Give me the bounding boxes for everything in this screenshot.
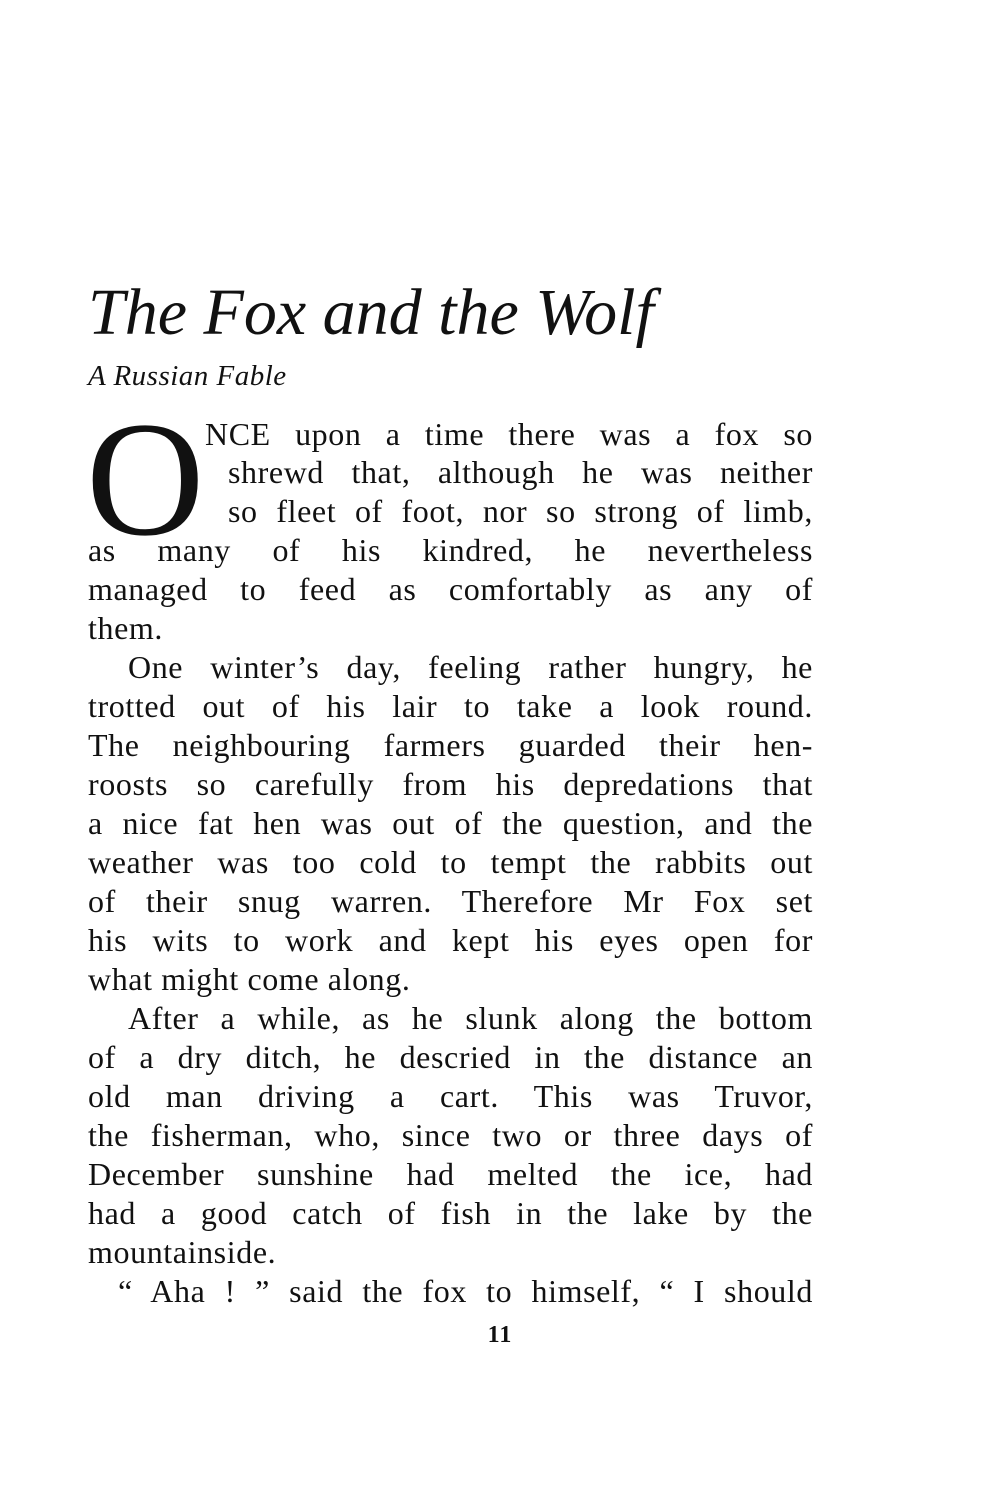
text-line: “ Aha ! ” said the fox to himself, “ I should [118,1273,813,1309]
text-line: old man driving a cart. This was Truvor, [88,1078,813,1114]
drop-cap-letter: O [86,389,205,570]
text-line: managed to feed as comfortably as any of [88,571,813,607]
text-line: what might come along. [88,961,411,997]
text-line: shrewd that, although he was neither [228,454,813,490]
text-line: mountainside. [88,1234,277,1270]
text-line: trotted out of his lair to take a look round. [88,688,813,724]
text-line: had a good catch of fish in the lake by the [88,1195,813,1231]
page-number: 11 [487,1322,513,1348]
text-line: weather was too cold to tempt the rabbits out [88,844,813,880]
text-line: The neighbouring farmers guarded their hen- [88,727,813,763]
text-line: After a while, as he slunk along the bottom [128,1000,813,1036]
text-line: of their snug warren. Therefore Mr Fox set [88,883,813,919]
story-title: The Fox and the Wolf [88,276,654,349]
text-line: of a dry ditch, he descried in the distance an [88,1039,813,1075]
text-line: One winter’s day, feeling rather hungry, he [128,649,813,685]
text-line: the fisherman, who, since two or three days of [88,1117,813,1153]
text-line: NCE upon a time there was a fox so [205,416,813,452]
text-line: December sunshine had melted the ice, had [88,1156,813,1192]
text-line: as many of his kindred, he nevertheless [88,532,813,568]
text-line: a nice fat hen was out of the question, and the [88,805,813,841]
story-subtitle: A Russian Fable [88,360,287,392]
text-line: them. [88,610,163,646]
text-line: his wits to work and kept his eyes open for [88,922,813,958]
text-line: so fleet of foot, nor so strong of limb, [228,493,813,529]
text-line: roosts so carefully from his depredations that [88,766,813,802]
